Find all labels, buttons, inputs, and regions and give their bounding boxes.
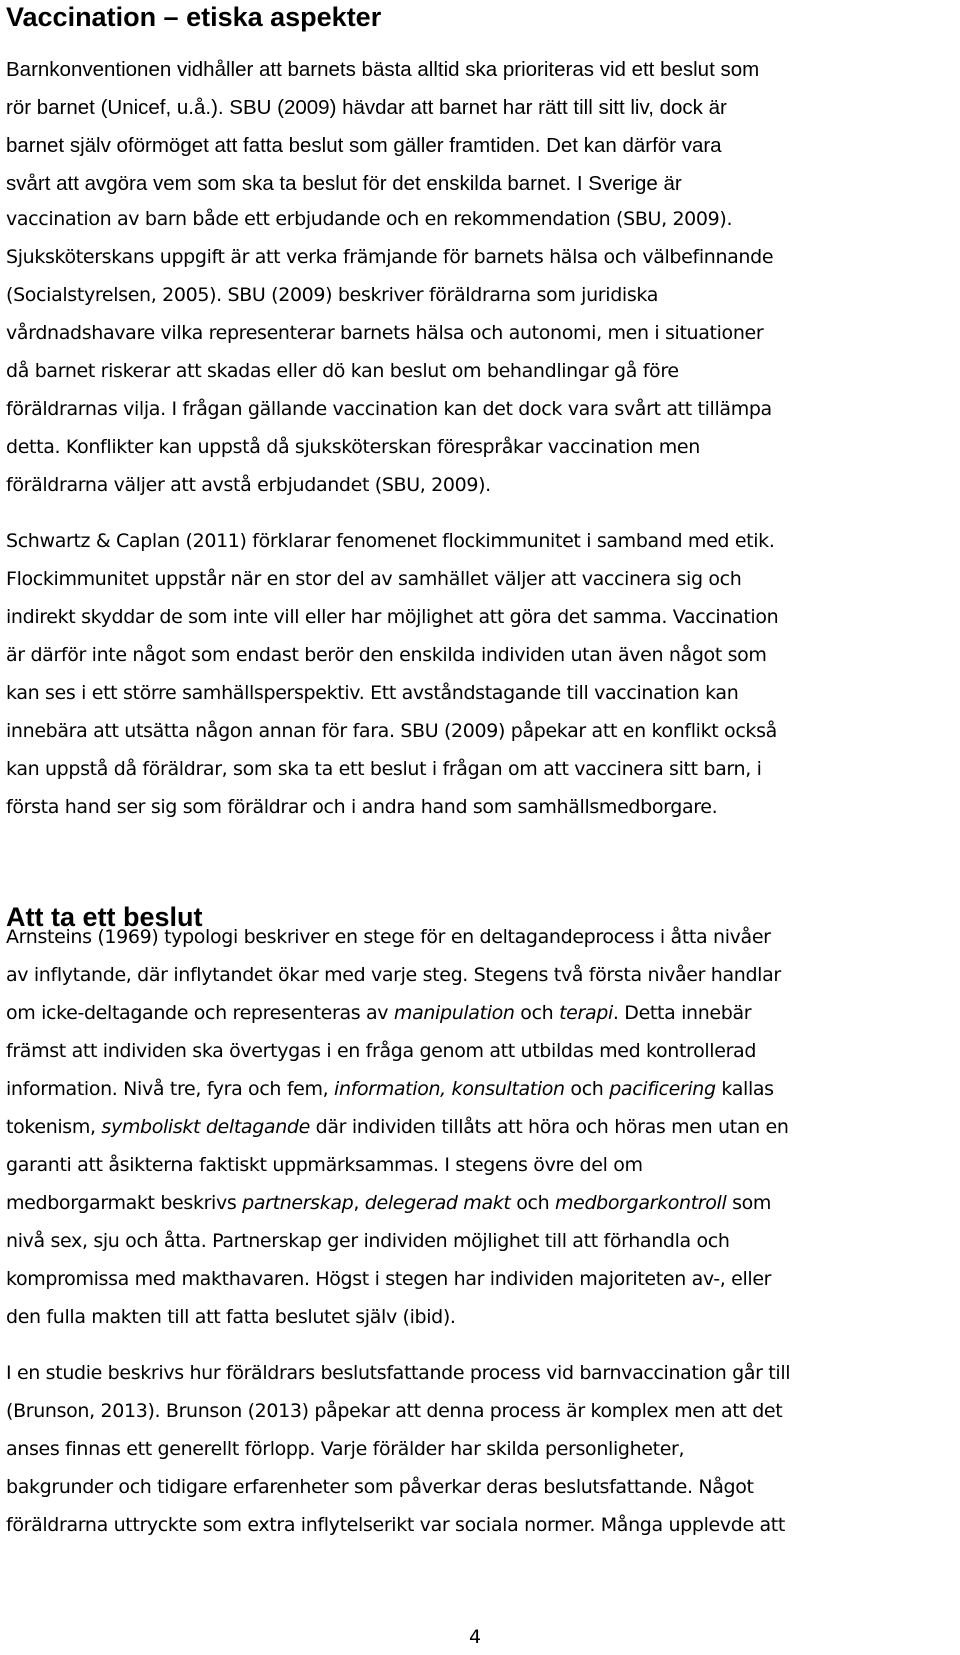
paragraph-line: Arnsteins (1969) typologi beskriver en stege för en deltagandeprocess i åtta nivåer: [6, 926, 771, 948]
paragraph-line: kompromissa med makthavaren. Högst i stegen har individen majoriteten av-, eller: [6, 1268, 772, 1290]
paragraph-line: då barnet riskerar att skadas eller dö kan beslut om behandlingar gå före: [6, 360, 679, 382]
italic-term: partnerskap: [242, 1192, 354, 1214]
paragraph-line: innebära att utsätta någon annan för fara. SBU (2009) påpekar att en konflikt också: [6, 720, 777, 742]
paragraph-line: anses finnas ett generellt förlopp. Varje förälder har skilda personligheter,: [6, 1438, 685, 1460]
section-heading-decision: Att ta ett beslut: [6, 902, 203, 932]
italic-term: symboliskt deltagande: [101, 1116, 310, 1138]
paragraph-line: tokenism, symboliskt deltagande där individen tillåts att höra och höras men utan en: [6, 1116, 789, 1138]
paragraph-line: vårdnadshavare vilka representerar barnets hälsa och autonomi, men i situationer: [6, 322, 764, 344]
paragraph-line: av inflytande, där inflytandet ökar med varje steg. Stegens två första nivåer handlar: [6, 964, 781, 986]
paragraph-line: garanti att åsikterna faktiskt uppmärksammas. I stegens övre del om: [6, 1154, 643, 1176]
paragraph-line: svårt att avgöra vem som ska ta beslut för det enskilda barnet. I Sverige är: [6, 172, 682, 195]
paragraph-line: barnet själv oförmöget att fatta beslut som gäller framtiden. Det kan därför vara: [6, 134, 722, 157]
paragraph-line: Schwartz & Caplan (2011) förklarar fenomenet flockimmunitet i samband med etik.: [6, 530, 775, 552]
paragraph-line: rör barnet (Unicef, u.å.). SBU (2009) hävdar att barnet har rätt till sitt liv, dock är: [6, 96, 727, 119]
paragraph-line: främst att individen ska övertygas i en fråga genom att utbildas med kontrollerad: [6, 1040, 757, 1062]
paragraph-line: Sjuksköterskans uppgift är att verka främjande för barnets hälsa och välbefinnande: [6, 246, 774, 268]
paragraph-line: detta. Konflikter kan uppstå då sjuksköterskan förespråkar vaccination men: [6, 436, 700, 458]
italic-term: manipulation: [393, 1002, 515, 1024]
paragraph-line: föräldrarna väljer att avstå erbjudandet (SBU, 2009).: [6, 474, 491, 496]
italic-term: terapi: [559, 1002, 613, 1024]
paragraph-line: kan ses i ett större samhällsperspektiv. Ett avståndstagande till vaccination kan: [6, 682, 739, 704]
paragraph-line: (Socialstyrelsen, 2005). SBU (2009) beskriver föräldrarna som juridiska: [6, 284, 658, 306]
paragraph-line: om icke-deltagande och representeras av manipulation och terapi. Detta innebär: [6, 1002, 752, 1024]
italic-term: delegerad makt: [364, 1192, 511, 1214]
paragraph-line: föräldrarna uttryckte som extra inflytelserikt var sociala normer. Många upplevde att: [6, 1514, 785, 1536]
paragraph-line: Flockimmunitet uppstår när en stor del av samhället väljer att vaccinera sig och: [6, 568, 742, 590]
paragraph-line: föräldrarnas vilja. I frågan gällande vaccination kan det dock vara svårt att tillämpa: [6, 398, 772, 420]
paragraph-line: medborgarmakt beskrivs partnerskap, delegerad makt och medborgarkontroll som: [6, 1192, 772, 1214]
paragraph-line: bakgrunder och tidigare erfarenheter som påverkar deras beslutsfattande. Något: [6, 1476, 754, 1498]
paragraph-line: den fulla makten till att fatta beslutet själv (ibid).: [6, 1306, 456, 1328]
page-number: 4: [469, 1626, 482, 1648]
paragraph-line: nivå sex, sju och åtta. Partnerskap ger individen möjlighet till att förhandla och: [6, 1230, 730, 1252]
paragraph-line: information. Nivå tre, fyra och fem, information, konsultation och pacificering kallas: [6, 1078, 774, 1100]
paragraph-line: (Brunson, 2013). Brunson (2013) påpekar att denna process är komplex men att det: [6, 1400, 783, 1422]
paragraph-line: kan uppstå då föräldrar, som ska ta ett beslut i frågan om att vaccinera sitt barn, i: [6, 758, 762, 780]
paragraph-line: I en studie beskrivs hur föräldrars beslutsfattande process vid barnvaccination går till: [6, 1362, 791, 1384]
paragraph-line: vaccination av barn både ett erbjudande och en rekommendation (SBU, 2009).: [6, 208, 733, 230]
italic-term: medborgarkontroll: [554, 1192, 727, 1214]
paragraph-line: första hand ser sig som föräldrar och i andra hand som samhällsmedborgare.: [6, 796, 718, 818]
paragraph-line: Barnkonventionen vidhåller att barnets bästa alltid ska prioriteras vid ett beslut som: [6, 58, 760, 81]
italic-term: information, konsultation: [334, 1078, 565, 1100]
paragraph-line: är därför inte något som endast berör den enskilda individen utan även något som: [6, 644, 767, 666]
paragraph-line: indirekt skyddar de som inte vill eller har möjlighet att göra det samma. Vaccination: [6, 606, 779, 628]
italic-term: pacificering: [609, 1078, 716, 1100]
section-heading-vaccination-ethics: Vaccination – etiska aspekter: [6, 2, 382, 32]
